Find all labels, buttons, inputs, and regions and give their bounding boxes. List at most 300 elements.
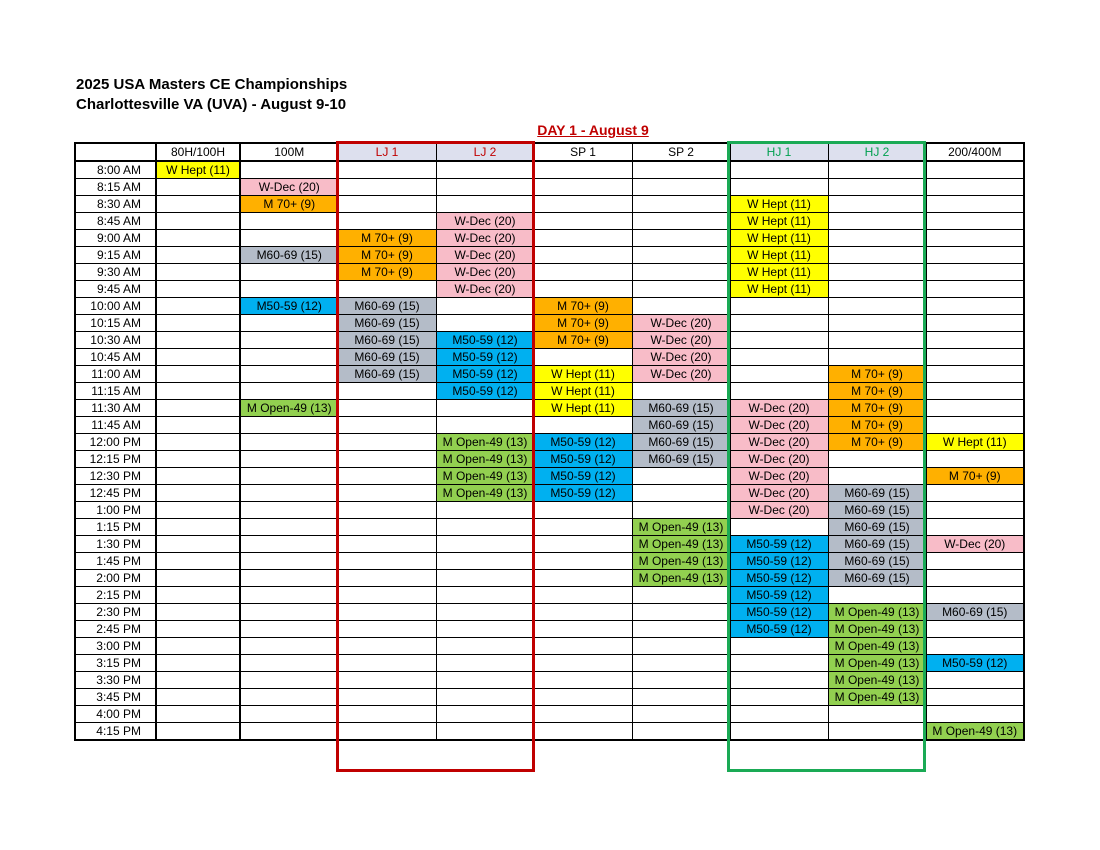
event-cell: W Hept (11) xyxy=(534,366,632,383)
event-cell: M Open-49 (13) xyxy=(828,638,926,655)
event-cell xyxy=(926,502,1024,519)
event-cell xyxy=(436,315,534,332)
event-cell xyxy=(926,689,1024,706)
event-cell: W Hept (11) xyxy=(534,383,632,400)
event-cell xyxy=(156,536,240,553)
event-cell: M50-59 (12) xyxy=(730,553,828,570)
event-cell xyxy=(338,196,436,213)
event-cell: M60-69 (15) xyxy=(338,349,436,366)
event-cell xyxy=(436,502,534,519)
time-cell: 10:30 AM xyxy=(75,332,156,349)
event-cell: W Hept (11) xyxy=(730,281,828,298)
event-cell: W-Dec (20) xyxy=(730,468,828,485)
event-cell: M50-59 (12) xyxy=(730,570,828,587)
event-cell xyxy=(156,247,240,264)
event-cell xyxy=(730,315,828,332)
event-cell: M 70+ (9) xyxy=(828,366,926,383)
event-cell xyxy=(828,315,926,332)
event-cell xyxy=(240,315,338,332)
schedule-row xyxy=(75,553,1024,570)
event-cell xyxy=(632,230,730,247)
event-cell: M50-59 (12) xyxy=(436,349,534,366)
event-cell xyxy=(926,264,1024,281)
event-cell xyxy=(240,723,338,741)
column-header-hj-1: HJ 1 xyxy=(730,143,828,161)
event-cell: M Open-49 (13) xyxy=(632,536,730,553)
event-cell: M60-69 (15) xyxy=(632,400,730,417)
event-cell xyxy=(156,604,240,621)
event-cell xyxy=(730,161,828,179)
column-header-200-400m: 200/400M xyxy=(926,143,1024,161)
event-cell xyxy=(926,451,1024,468)
event-cell: M Open-49 (13) xyxy=(436,434,534,451)
event-cell xyxy=(338,485,436,502)
time-cell: 3:45 PM xyxy=(75,689,156,706)
event-cell: M60-69 (15) xyxy=(632,417,730,434)
event-cell: W Hept (11) xyxy=(534,400,632,417)
event-cell xyxy=(156,366,240,383)
event-cell xyxy=(338,400,436,417)
event-cell xyxy=(338,587,436,604)
event-cell xyxy=(436,604,534,621)
event-cell xyxy=(632,247,730,264)
event-cell xyxy=(156,485,240,502)
time-cell: 10:45 AM xyxy=(75,349,156,366)
schedule-table xyxy=(74,142,1025,741)
event-cell: M 70+ (9) xyxy=(828,434,926,451)
event-cell: W-Dec (20) xyxy=(436,247,534,264)
event-cell xyxy=(534,536,632,553)
event-cell xyxy=(632,281,730,298)
time-cell: 12:45 PM xyxy=(75,485,156,502)
event-cell xyxy=(632,213,730,230)
event-cell xyxy=(436,536,534,553)
event-cell xyxy=(240,587,338,604)
event-cell xyxy=(534,264,632,281)
event-cell xyxy=(730,638,828,655)
event-cell xyxy=(338,604,436,621)
schedule-row xyxy=(75,400,1024,417)
event-cell xyxy=(828,587,926,604)
event-cell: W Hept (11) xyxy=(730,247,828,264)
event-cell: M60-69 (15) xyxy=(338,332,436,349)
event-cell xyxy=(632,689,730,706)
event-cell xyxy=(240,349,338,366)
event-cell xyxy=(926,672,1024,689)
event-cell xyxy=(632,604,730,621)
event-cell xyxy=(926,638,1024,655)
event-cell: W-Dec (20) xyxy=(632,315,730,332)
header-row xyxy=(75,143,1024,161)
column-header-80h-100h: 80H/100H xyxy=(156,143,240,161)
event-cell xyxy=(926,366,1024,383)
event-cell xyxy=(926,298,1024,315)
schedule-row xyxy=(75,689,1024,706)
event-cell: M Open-49 (13) xyxy=(926,723,1024,741)
event-cell xyxy=(240,468,338,485)
column-header-lj-2: LJ 2 xyxy=(436,143,534,161)
event-cell: M 70+ (9) xyxy=(534,315,632,332)
time-cell: 2:30 PM xyxy=(75,604,156,621)
event-cell xyxy=(156,468,240,485)
event-cell xyxy=(632,179,730,196)
event-cell xyxy=(338,638,436,655)
time-cell: 9:30 AM xyxy=(75,264,156,281)
event-cell xyxy=(534,706,632,723)
event-cell xyxy=(240,230,338,247)
event-cell xyxy=(926,213,1024,230)
event-cell xyxy=(156,638,240,655)
event-cell xyxy=(338,281,436,298)
event-cell xyxy=(632,485,730,502)
event-cell xyxy=(926,553,1024,570)
time-cell: 4:15 PM xyxy=(75,723,156,741)
event-cell xyxy=(828,706,926,723)
time-cell: 9:45 AM xyxy=(75,281,156,298)
event-cell xyxy=(828,349,926,366)
time-cell: 8:15 AM xyxy=(75,179,156,196)
schedule-row xyxy=(75,604,1024,621)
event-cell: M50-59 (12) xyxy=(730,621,828,638)
schedule-row xyxy=(75,519,1024,536)
event-cell xyxy=(534,213,632,230)
event-cell xyxy=(240,672,338,689)
event-cell xyxy=(240,451,338,468)
event-cell: M60-69 (15) xyxy=(828,536,926,553)
schedule-row xyxy=(75,366,1024,383)
event-cell xyxy=(730,655,828,672)
event-cell xyxy=(240,281,338,298)
event-cell xyxy=(828,468,926,485)
event-cell: W-Dec (20) xyxy=(730,485,828,502)
event-cell xyxy=(156,519,240,536)
time-cell: 8:45 AM xyxy=(75,213,156,230)
event-cell: W Hept (11) xyxy=(926,434,1024,451)
event-cell xyxy=(240,434,338,451)
event-cell: M60-69 (15) xyxy=(926,604,1024,621)
schedule-row xyxy=(75,161,1024,179)
time-cell: 12:00 PM xyxy=(75,434,156,451)
event-cell xyxy=(926,570,1024,587)
day-heading: DAY 1 - August 9 xyxy=(537,122,649,138)
event-cell xyxy=(534,638,632,655)
event-cell xyxy=(436,553,534,570)
event-cell xyxy=(632,706,730,723)
time-cell: 8:30 AM xyxy=(75,196,156,213)
event-cell xyxy=(926,519,1024,536)
event-cell xyxy=(240,264,338,281)
event-cell xyxy=(240,519,338,536)
event-cell: W-Dec (20) xyxy=(632,332,730,349)
time-cell: 2:45 PM xyxy=(75,621,156,638)
event-cell xyxy=(926,349,1024,366)
event-cell xyxy=(632,298,730,315)
event-cell xyxy=(338,689,436,706)
schedule-row xyxy=(75,315,1024,332)
event-cell xyxy=(338,536,436,553)
event-cell xyxy=(156,689,240,706)
event-cell xyxy=(436,723,534,741)
event-cell xyxy=(338,417,436,434)
event-cell: M Open-49 (13) xyxy=(828,655,926,672)
schedule-row xyxy=(75,723,1024,741)
event-cell xyxy=(156,315,240,332)
schedule-row xyxy=(75,502,1024,519)
time-cell: 1:45 PM xyxy=(75,553,156,570)
schedule-row xyxy=(75,451,1024,468)
event-cell xyxy=(338,161,436,179)
event-cell xyxy=(926,315,1024,332)
event-cell xyxy=(926,587,1024,604)
event-cell xyxy=(534,196,632,213)
event-cell: W-Dec (20) xyxy=(436,213,534,230)
event-cell: W-Dec (20) xyxy=(730,502,828,519)
schedule-row xyxy=(75,417,1024,434)
event-cell xyxy=(632,638,730,655)
event-cell xyxy=(632,672,730,689)
event-cell: M Open-49 (13) xyxy=(828,604,926,621)
event-cell xyxy=(338,502,436,519)
time-cell: 1:15 PM xyxy=(75,519,156,536)
time-cell: 10:00 AM xyxy=(75,298,156,315)
event-cell xyxy=(926,161,1024,179)
event-cell xyxy=(240,570,338,587)
event-cell xyxy=(926,621,1024,638)
event-cell: M50-59 (12) xyxy=(730,604,828,621)
event-cell xyxy=(534,553,632,570)
event-cell xyxy=(156,332,240,349)
event-cell: M50-59 (12) xyxy=(534,485,632,502)
schedule-row xyxy=(75,587,1024,604)
event-cell xyxy=(436,655,534,672)
event-cell xyxy=(730,332,828,349)
event-cell xyxy=(926,417,1024,434)
event-cell xyxy=(632,196,730,213)
event-cell: W-Dec (20) xyxy=(240,179,338,196)
event-cell xyxy=(828,213,926,230)
event-cell xyxy=(156,213,240,230)
time-cell: 11:30 AM xyxy=(75,400,156,417)
event-cell xyxy=(926,485,1024,502)
schedule-row xyxy=(75,638,1024,655)
event-cell xyxy=(436,672,534,689)
event-cell: W Hept (11) xyxy=(730,196,828,213)
event-cell xyxy=(436,417,534,434)
schedule-row xyxy=(75,349,1024,366)
time-cell: 3:15 PM xyxy=(75,655,156,672)
event-cell xyxy=(240,706,338,723)
event-cell xyxy=(534,502,632,519)
event-cell xyxy=(338,434,436,451)
document-title: 2025 USA Masters CE Championships xyxy=(76,76,348,93)
event-cell: M60-69 (15) xyxy=(828,485,926,502)
event-cell xyxy=(828,723,926,741)
time-cell: 9:15 AM xyxy=(75,247,156,264)
event-cell xyxy=(828,179,926,196)
event-cell xyxy=(156,451,240,468)
event-cell xyxy=(156,383,240,400)
event-cell xyxy=(240,604,338,621)
event-cell xyxy=(926,230,1024,247)
event-cell xyxy=(730,179,828,196)
column-header-sp-1: SP 1 xyxy=(534,143,632,161)
event-cell xyxy=(436,400,534,417)
event-cell: M50-59 (12) xyxy=(534,434,632,451)
schedule-row xyxy=(75,706,1024,723)
event-cell: M Open-49 (13) xyxy=(436,485,534,502)
event-cell xyxy=(240,161,338,179)
schedule-row xyxy=(75,434,1024,451)
event-cell xyxy=(534,179,632,196)
schedule-row xyxy=(75,383,1024,400)
event-cell: M 70+ (9) xyxy=(338,264,436,281)
event-cell xyxy=(156,587,240,604)
event-cell: M 70+ (9) xyxy=(240,196,338,213)
schedule-row xyxy=(75,230,1024,247)
event-cell: M Open-49 (13) xyxy=(632,553,730,570)
event-cell xyxy=(926,196,1024,213)
event-cell xyxy=(240,689,338,706)
schedule-row xyxy=(75,247,1024,264)
event-cell xyxy=(534,230,632,247)
event-cell xyxy=(632,621,730,638)
event-cell: M60-69 (15) xyxy=(828,502,926,519)
event-cell xyxy=(926,332,1024,349)
schedule-row xyxy=(75,570,1024,587)
event-cell xyxy=(730,298,828,315)
time-cell: 2:00 PM xyxy=(75,570,156,587)
event-cell: M50-59 (12) xyxy=(436,366,534,383)
event-cell: M50-59 (12) xyxy=(730,587,828,604)
event-cell xyxy=(926,400,1024,417)
event-cell xyxy=(338,570,436,587)
event-cell: W-Dec (20) xyxy=(632,366,730,383)
time-cell: 3:30 PM xyxy=(75,672,156,689)
event-cell xyxy=(338,621,436,638)
event-cell xyxy=(828,281,926,298)
event-cell: M Open-49 (13) xyxy=(828,689,926,706)
event-cell: M Open-49 (13) xyxy=(436,468,534,485)
event-cell: M60-69 (15) xyxy=(338,366,436,383)
event-cell xyxy=(156,179,240,196)
time-cell: 4:00 PM xyxy=(75,706,156,723)
event-cell xyxy=(338,672,436,689)
time-column-header xyxy=(75,143,156,161)
event-cell xyxy=(436,179,534,196)
schedule-row xyxy=(75,672,1024,689)
event-cell xyxy=(534,689,632,706)
event-cell: M50-59 (12) xyxy=(436,332,534,349)
event-cell: M 70+ (9) xyxy=(926,468,1024,485)
schedule-row xyxy=(75,213,1024,230)
event-cell xyxy=(534,281,632,298)
event-cell xyxy=(156,281,240,298)
time-cell: 11:45 AM xyxy=(75,417,156,434)
event-cell xyxy=(730,519,828,536)
event-cell xyxy=(338,468,436,485)
event-cell: M 70+ (9) xyxy=(828,383,926,400)
event-cell: W Hept (11) xyxy=(730,264,828,281)
event-cell xyxy=(730,672,828,689)
event-cell xyxy=(338,723,436,741)
event-cell: M 70+ (9) xyxy=(828,417,926,434)
event-cell xyxy=(730,383,828,400)
event-cell xyxy=(828,264,926,281)
event-cell: M 70+ (9) xyxy=(534,332,632,349)
event-cell xyxy=(338,451,436,468)
event-cell: W-Dec (20) xyxy=(632,349,730,366)
time-cell: 9:00 AM xyxy=(75,230,156,247)
event-cell: M60-69 (15) xyxy=(828,553,926,570)
event-cell: M60-69 (15) xyxy=(338,315,436,332)
event-cell xyxy=(436,519,534,536)
column-header-lj-1: LJ 1 xyxy=(338,143,436,161)
event-cell xyxy=(240,366,338,383)
event-cell xyxy=(534,349,632,366)
event-cell: W-Dec (20) xyxy=(436,264,534,281)
event-cell xyxy=(156,655,240,672)
column-header-sp-2: SP 2 xyxy=(632,143,730,161)
event-cell: M50-59 (12) xyxy=(534,468,632,485)
event-cell xyxy=(338,519,436,536)
event-cell xyxy=(534,672,632,689)
schedule-row xyxy=(75,485,1024,502)
event-cell: M60-69 (15) xyxy=(632,451,730,468)
schedule-row xyxy=(75,655,1024,672)
event-cell xyxy=(240,417,338,434)
event-cell xyxy=(436,196,534,213)
event-cell xyxy=(436,587,534,604)
event-cell xyxy=(156,723,240,741)
schedule-row xyxy=(75,468,1024,485)
event-cell xyxy=(156,621,240,638)
event-cell xyxy=(436,689,534,706)
event-cell xyxy=(534,247,632,264)
event-cell xyxy=(534,723,632,741)
event-cell: M60-69 (15) xyxy=(338,298,436,315)
schedule-row xyxy=(75,536,1024,553)
event-cell: W-Dec (20) xyxy=(730,451,828,468)
event-cell: M60-69 (15) xyxy=(632,434,730,451)
event-cell xyxy=(156,196,240,213)
event-cell xyxy=(240,502,338,519)
event-cell xyxy=(240,332,338,349)
event-cell: M60-69 (15) xyxy=(240,247,338,264)
schedule-row xyxy=(75,179,1024,196)
column-header-100m: 100M xyxy=(240,143,338,161)
event-cell xyxy=(632,587,730,604)
event-cell xyxy=(240,638,338,655)
event-cell xyxy=(828,247,926,264)
event-cell: M50-59 (12) xyxy=(534,451,632,468)
event-cell: W-Dec (20) xyxy=(730,400,828,417)
event-cell xyxy=(632,161,730,179)
event-cell xyxy=(632,655,730,672)
event-cell xyxy=(338,179,436,196)
event-cell xyxy=(240,536,338,553)
event-cell xyxy=(338,706,436,723)
event-cell xyxy=(156,570,240,587)
event-cell xyxy=(436,621,534,638)
event-cell xyxy=(338,213,436,230)
event-cell: W-Dec (20) xyxy=(730,434,828,451)
event-cell xyxy=(156,298,240,315)
event-cell xyxy=(534,570,632,587)
event-cell xyxy=(534,417,632,434)
time-cell: 10:15 AM xyxy=(75,315,156,332)
event-cell xyxy=(338,383,436,400)
event-cell xyxy=(632,383,730,400)
